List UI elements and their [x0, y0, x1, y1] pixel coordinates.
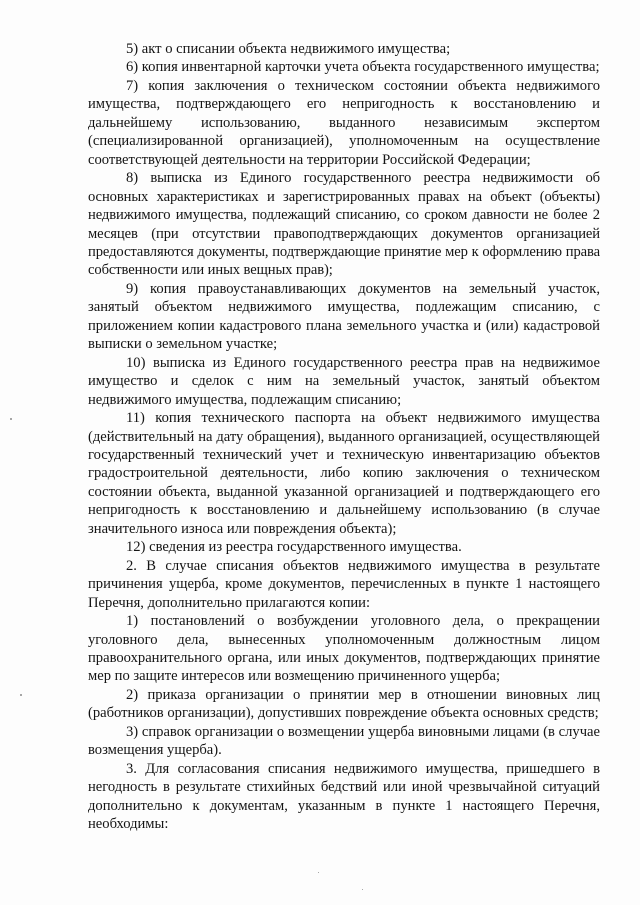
paragraph-section-2-item-3: 3) справок организации о возмещении ущерба виновными лицами (в случае возмещения ущерба). [88, 723, 600, 759]
paragraph-item-10: 10) выписка из Единого государственного реестра прав на недвижимое имущество и сделок с ним на земельный участок, занятый объектом недвижимого имущества, подлежащим списанию; [88, 354, 600, 408]
scan-speck [20, 694, 22, 696]
paragraph-item-8: 8) выписка из Единого государственного реестра недвижимости об основных характеристиках и зарегистрированных правах на объект (объекты) недвижимого имущества, подлежащий списанию, со сроком давности не более 2 месяцев (при отсутствии правоподтверждающих документов организацией предоставляются документы, подтверждающие принятие мер к оформлению права собственности или иных вещных прав); [88, 170, 600, 279]
paragraph-section-2-item-2: 2) приказа организации о принятии мер в отношении виновных лиц (работников организации), допустивших повреждение объекта основных средств; [88, 686, 600, 722]
paragraph-section-2: 2. В случае списания объектов недвижимого имущества в результате причинения ущерба, кроме документов, перечисленных в пункте 1 настоящего Перечня, дополнительно прилагаются копии: [88, 557, 600, 611]
scan-speck [10, 418, 12, 420]
document-body [88, 40, 600, 833]
paragraph-item-9: 9) копия правоустанавливающих документов на земельный участок, занятый объектом недвижимого имущества, подлежащим списанию, с приложением копии кадастрового плана земельного участка и (или) кадастровой выписки о земельном участке; [88, 280, 600, 353]
paragraph-section-2-item-1: 1) постановлений о возбуждении уголовного дела, о прекращении уголовного дела, вынесенных уполномоченным должностным лицом правоохранительного органа, или иных документов, подтверждающих принятие мер по защите интересов или возмещению причиненного ущерба; [88, 613, 600, 685]
paragraph-section-3: 3. Для согласования списания недвижимого имущества, пришедшего в негодность в результате стихийных бедствий или иной чрезвычайной ситуаций дополнительно к документам, указанным в пункте 1 настоящего Перечня, необходимы: [88, 760, 600, 833]
paragraph-item-6: 6) копия инвентарной карточки учета объекта государственного имущества; [126, 59, 600, 76]
scan-speck [362, 889, 363, 890]
paragraph-item-11: 11) копия технического паспорта на объект недвижимого имущества (действительный на дату обращения), выданного организацией, осуществляющей государственный технический учет и техническую инвентаризацию объектов градостроительной деятельности, либо копию заключения о техническом состоянии объекта, выданной указанной организацией и подтверждающего его непригодность к восстановлению и дальнейшему использованию (в случае значительного износа или повреждения объекта); [88, 410, 600, 537]
paragraph-item-5: 5) акт о списании объекта недвижимого имущества; [126, 41, 451, 57]
scan-speck [318, 872, 319, 873]
paragraph-item-7: 7) копия заключения о техническом состоянии объекта недвижимого имущества, подтверждающего его непригодность к восстановлению и дальнейшему использованию, выданного независимым экспертом (специализированной организацией), уполномоченным на осуществление соответствующей деятельности на территории Российской Федерации; [88, 77, 600, 168]
paragraph-item-12: 12) сведения из реестра государственного имущества. [126, 539, 462, 556]
